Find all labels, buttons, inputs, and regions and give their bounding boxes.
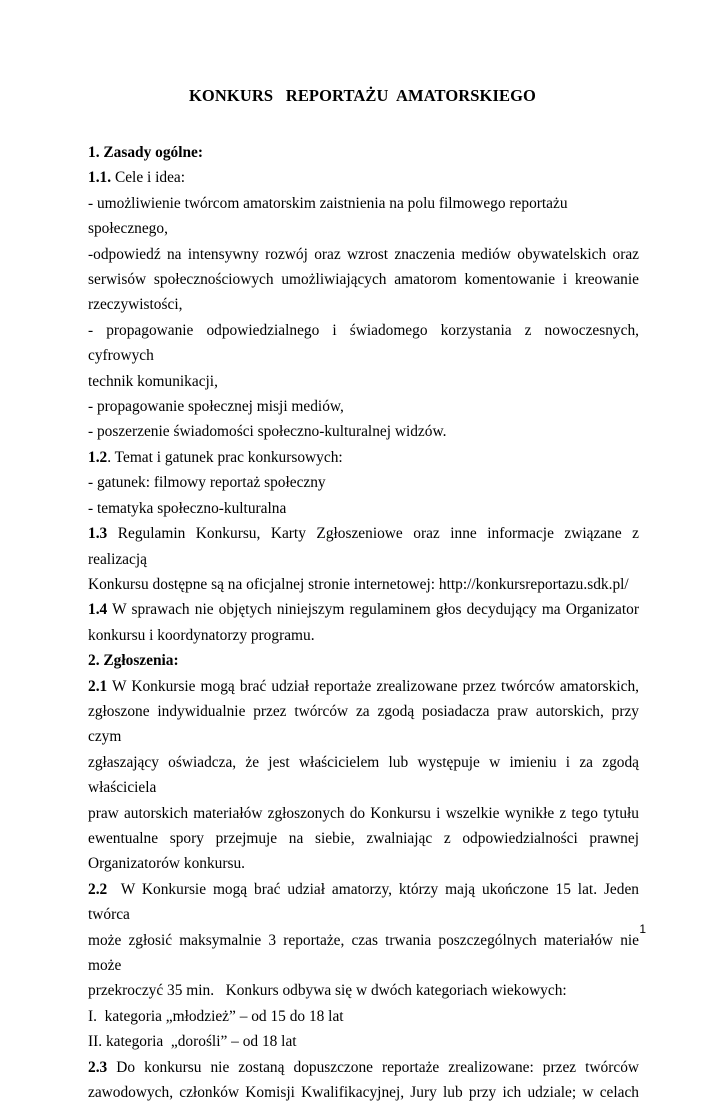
document-body — [88, 140, 643, 1105]
section-2-1: 2.1 W Konkursie mogą brać udział reportaże zrealizowane przez twórców amatorskich, zgłoszone indywidualnie przez twórców za zgodą posiadacza praw autorskich, przy czym zgłaszający oświadcza, że jest właścicielem lub występuje w imieniu i za zgodą właściciela praw autorskich materiałów zgłoszonych do Konkursu i wszelkie wynikłe z tego tytułu ewentualne spory przejmuje na siebie, zwalniając z odpowiedzialności prawnej Organizatorów konkursu. — [88, 677, 639, 873]
document-title: KONKURS REPORTAŻU AMATORSKIEGO — [189, 86, 536, 105]
genre-item: - gatunek: filmowy reportaż społeczny — [88, 474, 326, 492]
goal-item: - propagowanie odpowiedzialnego i świadomego korzystania z nowoczesnych, cyfrowych technik komunikacji, — [88, 321, 639, 390]
section-1-3: 1.3 Regulamin Konkursu, Karty Zgłoszeniowe oraz inne informacje związane z realizacją Konkursu dostępne są na oficjalnej stronie internetowej: http://konkursreportazu.sdk.pl/ — [88, 525, 639, 593]
goal-item: - propagowanie społecznej misji mediów, — [88, 398, 344, 416]
section-2-2: 2.2 W Konkursie mogą brać udział amatorzy, którzy mają ukończone 15 lat. Jeden twórca może zgłosić maksymalnie 3 reportaże, czas trwania poszczególnych materiałów nie może przekroczyć 35 min. Konkurs odbywa się w dwóch kategoriach wiekowych: — [88, 880, 643, 1000]
section-1-heading: 1. Zasady ogólne: — [88, 144, 204, 161]
section-2-3: 2.3 Do konkursu nie zostaną dopuszczone reportaże zrealizowane: przez twórców zawodowych, członków Komisji Kwalifikacyjnej, Jury lub przy ich udziale; w celach — [88, 1058, 639, 1102]
genre-item: - tematyka społeczno-kulturalna — [88, 499, 287, 517]
page-number: 1 — [639, 922, 646, 936]
section-2-heading: 2. Zgłoszenia: — [88, 652, 179, 670]
section-1-4: 1.4 W sprawach nie objętych niniejszym regulaminem głos decydujący ma Organizator konkursu i koordynatorzy programu. — [88, 601, 639, 644]
category-item: I. kategoria „młodzież” – od 15 do 18 lat — [88, 1007, 344, 1025]
section-1-2: 1.2. Temat i gatunek prac konkursowych: — [88, 448, 343, 466]
goal-item: - poszerzenie świadomości społeczno-kulturalnej widzów. — [88, 423, 447, 441]
section-1-1: 1.1. Cele i idea: — [88, 169, 186, 187]
goal-item: - umożliwienie twórcom amatorskim zaistnienia na polu filmowego reportażu społecznego, — [88, 194, 568, 238]
goal-item: -odpowiedź na intensywny rozwój oraz wzrost znaczenia mediów obywatelskich oraz serwisów społecznościowych umożliwiających amatorom komentowanie i kreowanie rzeczywistości, — [88, 245, 639, 314]
category-item: II. kategoria „dorośli” – od 18 lat — [88, 1033, 297, 1051]
